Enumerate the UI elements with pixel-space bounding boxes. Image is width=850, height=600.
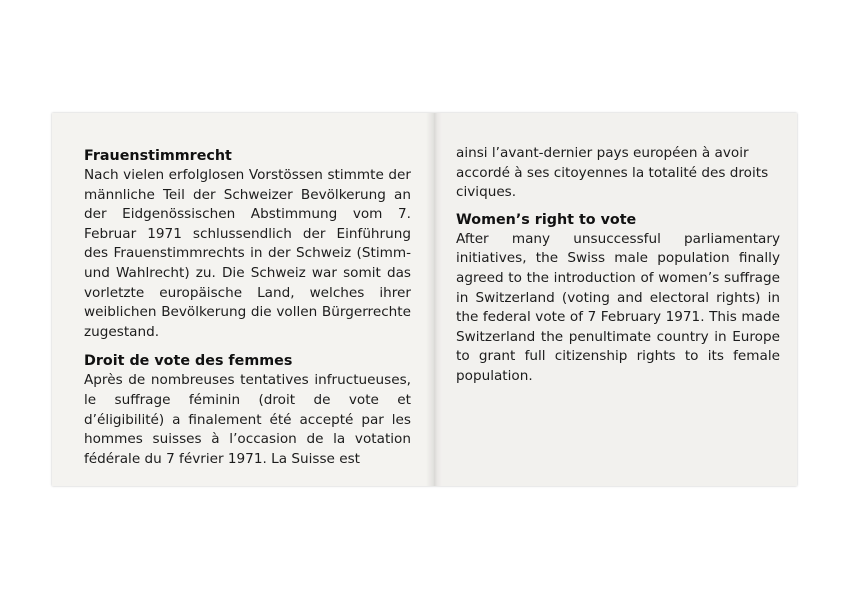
- german-body: Nach vielen erfolglosen Vorstössen stimmte der männliche Teil der Schweizer Bevölkerung an der Eidgenössischen Abstimmung vom 7. Februar 1971 schlussendlich der Einführung des Frauenstimmrechts in der Schweiz (Stimm- und Wahlrecht) zu. Die Schweiz war somit das vorletzte europäische Land, welches ihrer weiblichen Bevölkerung die vollen Bürgerrechte zugestand.: [84, 167, 411, 340]
- left-column: [84, 147, 411, 469]
- booklet-spread: [52, 113, 797, 486]
- page-fold: [426, 113, 442, 486]
- english-heading: Women’s right to vote: [456, 211, 637, 228]
- french-heading: Droit de vote des femmes: [84, 353, 293, 370]
- english-body: After many unsuccessful parliamentary initiatives, the Swiss male population finally agreed to the introduction of women’s suffrage in Switzerland (voting and electoral rights) in the federal vote of 7 February 1971. This made Switzerland the penultimate country in Europe to grant full citizenship rights to its female population.: [456, 230, 780, 384]
- french-body-continued: ainsi l’avant-dernier pays européen à avoir accordé à ses citoyennes la totalité des droits civiques.: [456, 145, 769, 201]
- french-body: Après de nombreuses tentatives infructueuses, le suffrage féminin (droit de vote et d’éligibilité) a finalement été accepté par les hommes suisses à l’occasion de la votation fédérale du 7 février 1971. La Suisse est: [84, 372, 411, 467]
- right-column: [456, 144, 780, 387]
- german-heading: Frauenstimmrecht: [84, 148, 232, 164]
